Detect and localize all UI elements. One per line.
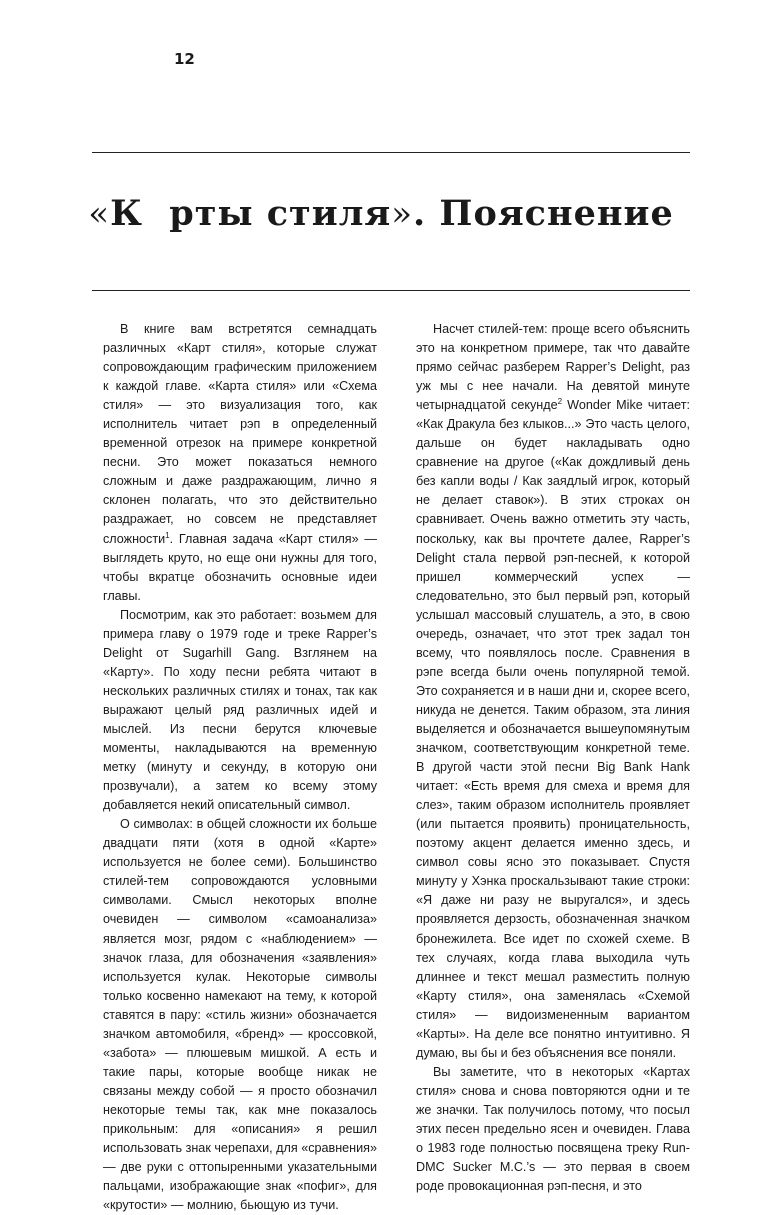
left-text-column [103, 320, 377, 1215]
page-number: 12 [174, 50, 195, 68]
title-rest: . Пояснение [413, 193, 674, 234]
title-quote-close: » [391, 194, 414, 234]
footnote-marker: 1 [165, 530, 170, 540]
paragraph: Посмотрим, как это работает: возьмем для примера главу о 1979 годе и треке Rapper’s Delight от Sugarhill Gang. Взглянем на «Карту». По ходу песни ребята читают в нескольких различных стилях и тонах, так как выражают целый ряд различных идей и мыслей. Из песни берутся ключевые моменты, накладываются на временную метку (минуту и секунду, в которую они прозвучали), а затем ко всему этому добавляется некий описательный символ. [103, 607, 377, 813]
top-rule [92, 152, 690, 153]
paragraph: Вы заметите, что в некоторых «Картах стиля» снова и снова повторяются одни и те же значки. Так получилось потому, что посыл этих песен предельно ясен и очевиден. Глава о 1983 годе полностью посвящена треку Run-DMC Sucker M.C.’s — это первая в своем роде провокационная рэп-песня, и это [416, 1064, 690, 1194]
paragraph-text: . Главная задача «Карт стиля» — выглядеть круто, но еще они нужны для того, чтобы вкратце обозначить основные идеи главы. [103, 531, 377, 603]
chapter-title [0, 193, 762, 234]
paragraph-text: Wonder Mike читает: «Как Дракула без клыков...» Это часть целого, дальше он будет накладывать одно сравнение на другое («Как дождливый день без капли воды / Как заядлый игрок, который не делает ставок»). В этих строках он сравнивает. Очень важно отметить эту часть, поскольку, как вы прочтете далее, Rapper’s Delight стала первой рэп-песней, к которой пришел коммерческий успех — следовательно, это был первый рэп, который услышал массовый слушатель, а это, в свою очередь, означает, что этот трек задал тон всему, что появлялось после. Сравнения в рэпе всегда были очень популярной темой. Это сохраняется и в наши дни и, скорее всего, никуда не денется. Таким образом, эта линия выделяется и обозначается вышеупомянутым значком, соответствующим конкретной теме. В другой части этой песни Big Bank Hank читает: «Есть время для смеха и время для слез», таким образом исполнитель проявляет (или пытается проявить) проницательность, поэтому акцент делается именно здесь, и символ совы ясно это показывает. Спустя минуту у Хэнка проскальзывают такие строки: «Я даже ни разу не выругался», и здесь проявляется дерзость, обозначенная значком бронежилета. Все идет по схожей схеме. В тех случаях, когда глава выходила чуть длиннее и текст мешал разместить полную «Карту стиля», она заменялась «Схемой стиля» — видоизмененным вариантом «Карты». На деле все понятно интуитивно. Я думаю, вы бы и без объяснения все поняли. [416, 398, 690, 1060]
paragraph-text: Насчет стилей-тем: проще всего объяснить это на конкретном примере, так что давайте прямо сейчас разберем Rapper’s Delight, раз уж мы с нее начали. На девятой минуте четырнадцатой секунде [416, 322, 690, 413]
title-quote-open: « [88, 194, 111, 234]
paragraph [416, 320, 690, 1063]
paragraph [103, 320, 377, 606]
footnote-marker: 2 [557, 397, 563, 407]
right-text-column [416, 320, 690, 1196]
paragraph: О символах: в общей сложности их больше двадцати пяти (хотя в одной «Карте» используется не более семи). Большинство стилей-тем сопровождаются условными символами. Смысл некоторых вполне очевиден — символом «самоанализа» является мозг, рядом с «наблюдением» — значок глаза, для обозначения «заявления» используется кулак. Некоторые символы только косвенно намекают на тему, к которой ставятся в пару: «стиль жизни» обозначается значком автомобиля, «бренд» — кроссовкой, «забота» — плюшевым мишкой. А есть и такие пары, которые вообще никак не связаны между собой — я просто обозначил некоторые темы так, как мне показалось прикольным: для «описания» я решил использовать знак черепахи, для «сравнения» — две руки с оттопыренными указательными пальцами, изображающие знак «пофиг», для «крутости» — молнию, бьющую из тучи. [103, 817, 377, 1213]
bottom-rule [92, 290, 690, 291]
title-main: К рты стиля [110, 193, 392, 234]
paragraph-text: В книге вам встретятся семнадцать различных «Карт стиля», которые служат сопровождающим графическим приложением к каждой главе. «Карта стиля» или «Схема стиля» — это визуализация того, как исполнитель читает рэп в определенный временной отрезок на примере конкретной песни. Это может показаться немного сложным и даже раздражающим, лично я склонен полагать, что это действительно раздражает, но совсем не представляет сложности [103, 322, 377, 546]
